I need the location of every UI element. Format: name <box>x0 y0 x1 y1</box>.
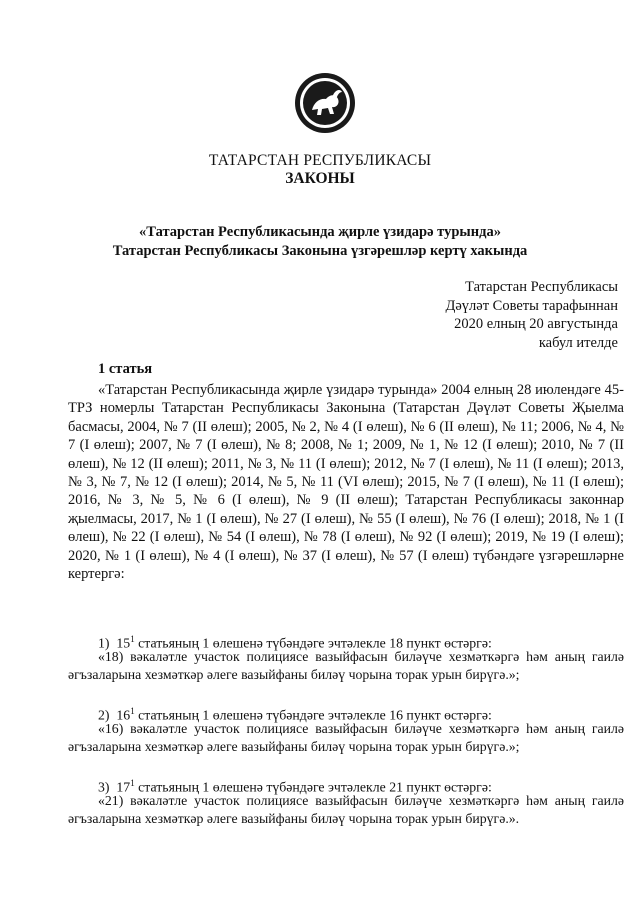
item-3-number: 3) <box>98 779 110 795</box>
law-name-line1: «Татарстан Республикасында җирле үзидарә турында» <box>139 224 501 240</box>
item-1-sup: 1 <box>130 634 135 644</box>
item-2-head-text: статьяның 1 өлешенә түбәндәге эчтәлекле 16 пункт өстәргә: <box>138 707 492 723</box>
item-1-article: 15 <box>116 635 131 651</box>
item-1-number: 1) <box>98 635 110 651</box>
article-heading: 1 статья <box>98 361 153 377</box>
item-3-head-text: статьяның 1 өлешенә түбәндәге эчтәлекле 21 пункт өстәргә: <box>138 779 492 795</box>
law-title: ЗАКОНЫ <box>285 170 355 187</box>
adoption-line3: 2020 елның 20 августында <box>454 316 618 332</box>
item-2-number: 2) <box>98 707 110 723</box>
tatarstan-emblem-icon <box>294 72 356 134</box>
adoption-block <box>445 278 618 352</box>
law-name-line2: Татарстан Республикасы Законына үзгәрешләр кертү хакында <box>112 243 528 259</box>
item-3-article: 17 <box>116 779 131 795</box>
article-intro-paragraph: «Татарстан Республикасында җирле үзидарә турында» 2004 елның 28 июлендәге 45-ТРЗ номерлы Татарстан Республикасы Законына (Татарстан Дәүләт Советы Җыелма басмасы, 2004, № 7 (II өлеш); 2005, № 2, № 4 (I өлеш), № 6 (II өлеш), № 11; 2006, № 4, № 7 (I өлеш); 2007, № 7 (I өлеш), № 8; 2008, № 1; 2009, № 1, № 12 (I өлеш); 2010, № 7 (II өлеш), № 12 (II өлеш); 2011, № 3, № 11 (I өлеш); 2012, № 7 (I өлеш), № 11 (I өлеш); 2013, № 3, № 7, № 12 (I өлеш); 2014, № 5, № 11 (VI өлеш); 2015, № 7 (I өлеш), № 11 (I өлеш); 2016, № 3, № 5, № 6 (I өлеш), № 9 (II өлеш); Татарстан Республикасы законнар җыелмасы, 2017, № 1 (I өлеш), № 27 (I өлеш), № 55 (I өлеш), № 76 (I өлеш); 2018, № 1 (I өлеш), № 22 (I өлеш), № 54 (I өлеш), № 78 (I өлеш), № 92 (I өлеш); 2019, № 19 (I өлеш); 2020, № 1 (I өлеш), № 4 (I өлеш), № 37 (I өлеш), № 57 (I өлеш) түбәндәге үзгәрешләрне кертергә: <box>68 382 624 583</box>
adoption-line1: Татарстан Республикасы <box>465 279 618 295</box>
item-2-text: «16) вәкаләтле участок полициясе вазыйфасын биләүче хезмәткәргә һәм аның гаилә әгъзаларына хезмәткәр әлеге вазыйфаны биләү чорына торак урын бирүгә.»; <box>68 721 624 755</box>
adoption-line4: кабул ителде <box>538 334 618 351</box>
item-2-sup: 1 <box>130 706 135 716</box>
item-1-head-text: статьяның 1 өлешенә түбәндәге эчтәлекле 18 пункт өстәргә: <box>138 635 492 651</box>
item-1-text: «18) вәкаләтле участок полициясе вазыйфасын биләүче хезмәткәргә һәм аның гаилә әгъзаларына хезмәткәр әлеге вазыйфаны биләү чорына торак урын бирүгә.»; <box>68 649 624 683</box>
item-2-article: 16 <box>116 707 131 723</box>
item-3-text: «21) вәкаләтле участок полициясе вазыйфасын биләүче хезмәткәргә һәм аның гаилә әгъзаларына хезмәткәр әлеге вазыйфаны биләү чорына торак урын бирүгә.». <box>68 793 624 827</box>
item-3-sup: 1 <box>130 778 135 788</box>
adoption-line2: Дәүләт Советы тарафыннан <box>445 297 618 314</box>
republic-title: ТАТАРСТАН РЕСПУБЛИКАСЫ <box>208 152 432 169</box>
